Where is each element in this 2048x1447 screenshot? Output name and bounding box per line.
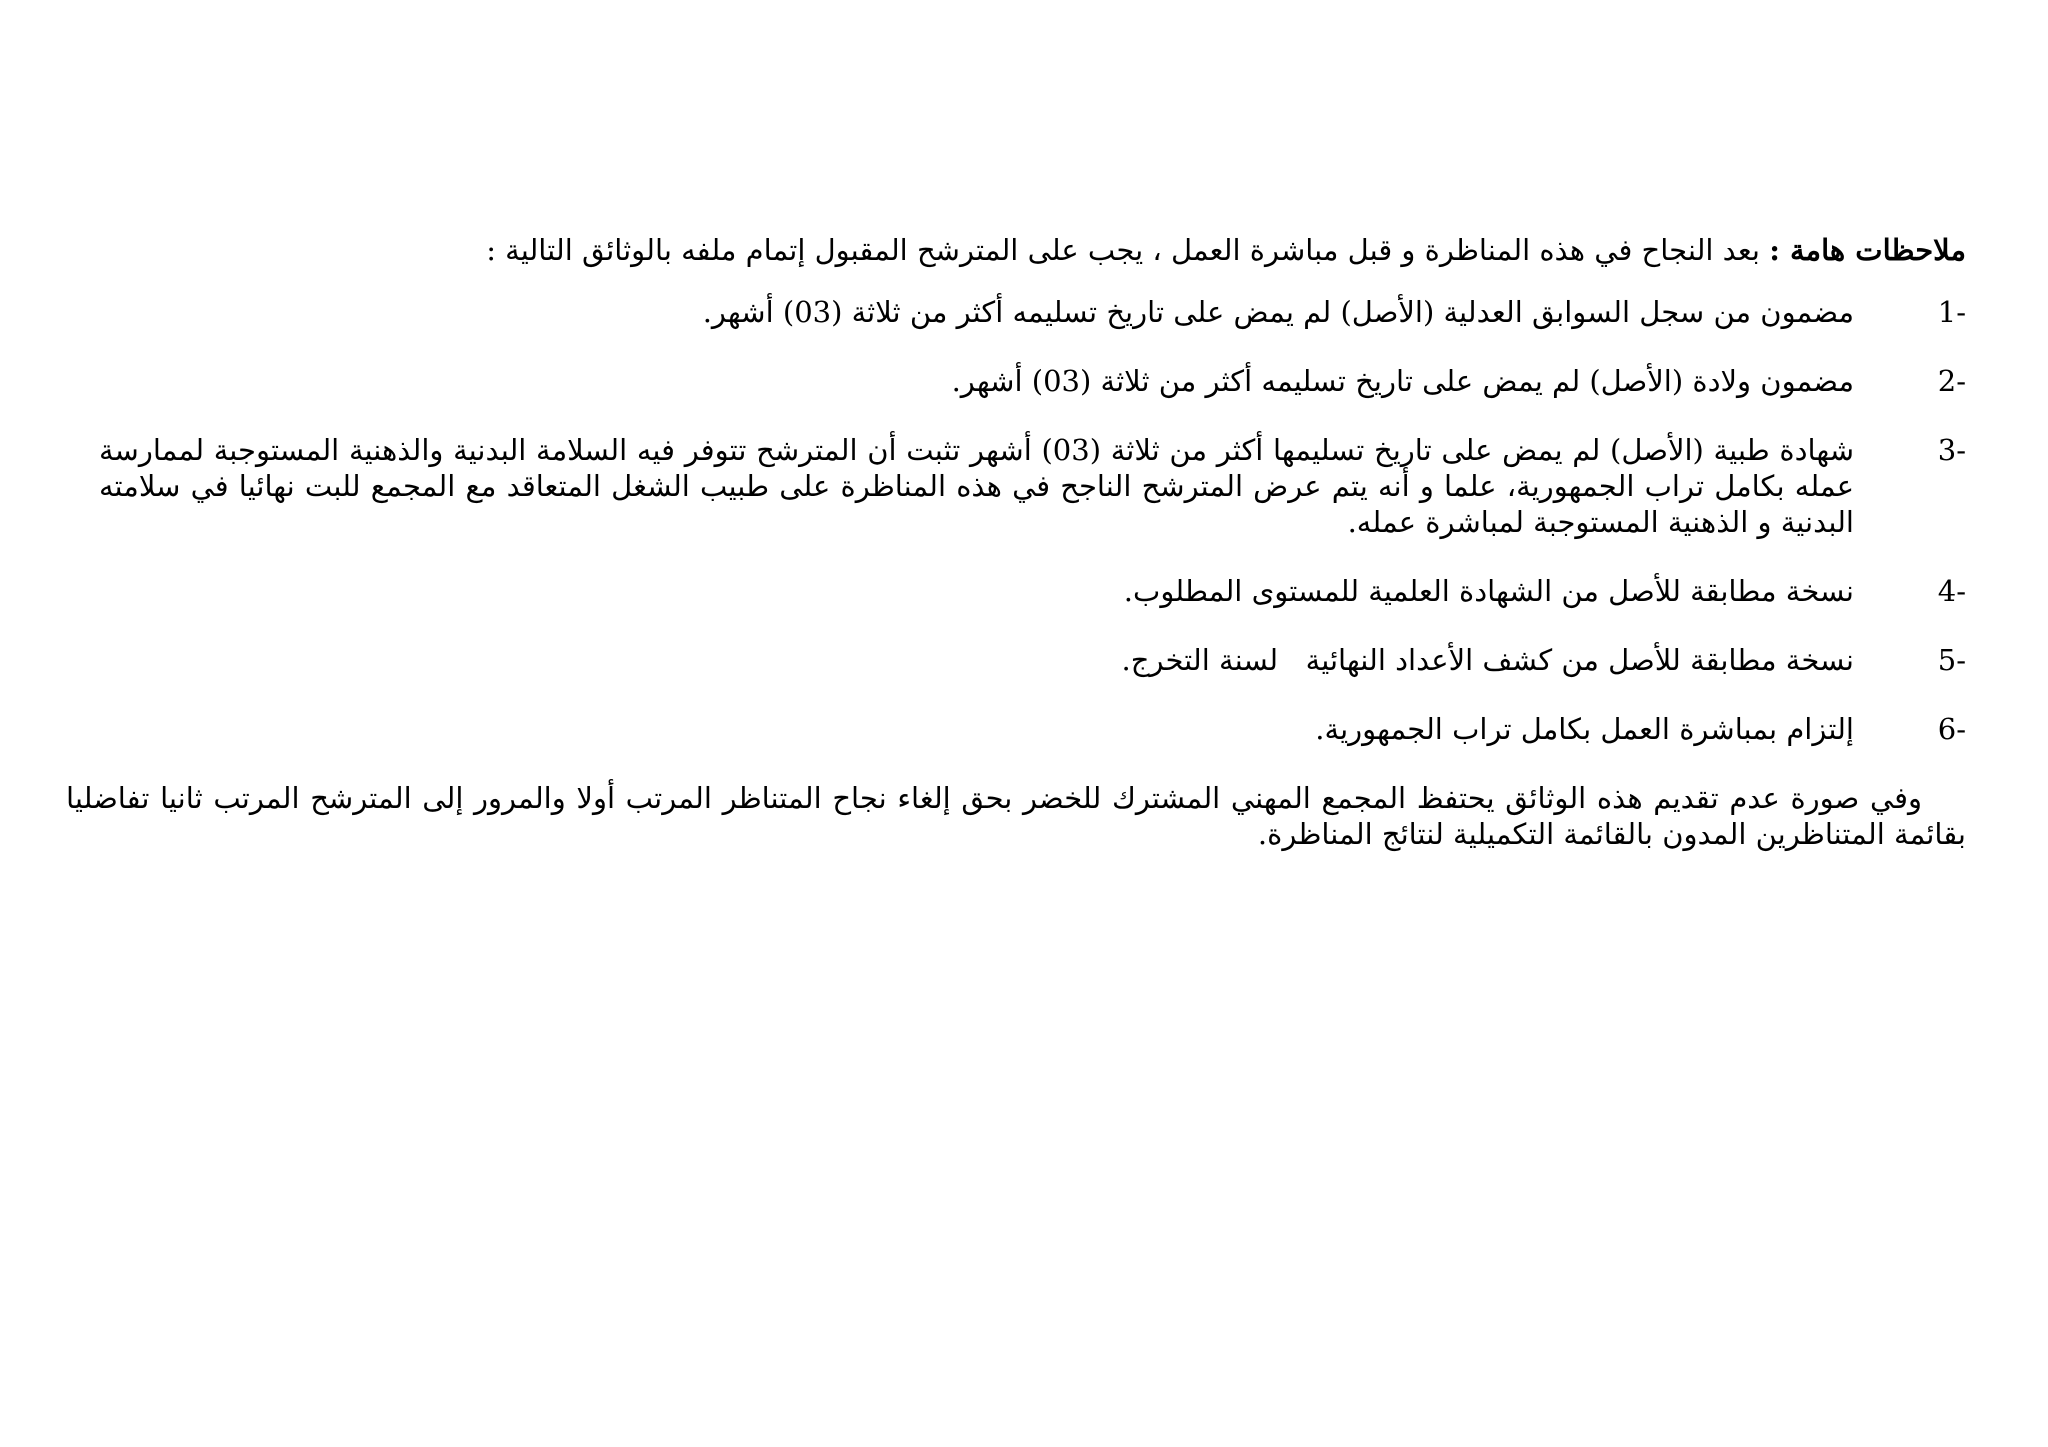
list-item: [66, 642, 1966, 678]
list-item-text: مضمون من سجل السوابق العدلية (الأصل) لم يمض على تاريخ تسليمه أكثر من ثلاثة (03) أشهر.: [702, 295, 1854, 329]
list-item-text: شهادة طبية (الأصل) لم يمض على تاريخ تسليمها أكثر من ثلاثة (03) أشهر تثبت أن المترشح تتوفر فيه السلامة البدنية والذهنية المستوجبة لممارسة عمله بكامل تراب الجمهورية، علما و أنه يتم عرض المترشح الناجح في هذه المناظرة على طبيب الشغل المتعاقد مع المجمع للبت نهائيا في سلامته البدنية و الذهنية المستوجبة لمباشرة عمله.: [99, 433, 1854, 539]
list-item-number: 2-: [1937, 364, 1966, 398]
list-item-text: نسخة مطابقة للأصل من الشهادة العلمية للمستوى المطلوب.: [1123, 574, 1854, 608]
list-item-number: 4-: [1937, 574, 1966, 608]
list-item-number: 1-: [1937, 295, 1966, 329]
list-item: [66, 711, 1966, 747]
notes-section: [66, 232, 1966, 852]
list-item-text: مضمون ولادة (الأصل) لم يمض على تاريخ تسليمه أكثر من ثلاثة (03) أشهر.: [951, 364, 1854, 398]
closing-paragraph: وفي صورة عدم تقديم هذه الوثائق يحتفظ المجمع المهني المشترك للخضر بحق إلغاء نجاح المتناظر المرتب أولا والمرور إلى المترشح المرتب ثانيا تفاضليا بقائمة المتناظرين المدون بالقائمة التكميلية لنتائج المناظرة.: [66, 781, 1966, 851]
notes-label: ملاحظات هامة :: [1769, 233, 1966, 267]
list-item: [66, 294, 1966, 330]
list-item: [66, 363, 1966, 399]
list-item-number: 5-: [1937, 643, 1966, 677]
list-item: [66, 432, 1966, 540]
notes-intro: [66, 232, 1966, 268]
list-item-number: 6-: [1937, 712, 1966, 746]
list-item-number: 3-: [1937, 433, 1966, 467]
notes-intro-text: بعد النجاح في هذه المناظرة و قبل مباشرة العمل ، يجب على المترشح المقبول إتمام ملفه بالوثائق التالية :: [486, 233, 1760, 267]
list-item-text: إلتزام بمباشرة العمل بكامل تراب الجمهورية.: [1315, 712, 1854, 746]
list-item-text: نسخة مطابقة للأصل من كشف الأعداد النهائية لسنة التخرج.: [1121, 643, 1854, 677]
required-documents-list: [66, 294, 1966, 747]
list-item: [66, 573, 1966, 609]
